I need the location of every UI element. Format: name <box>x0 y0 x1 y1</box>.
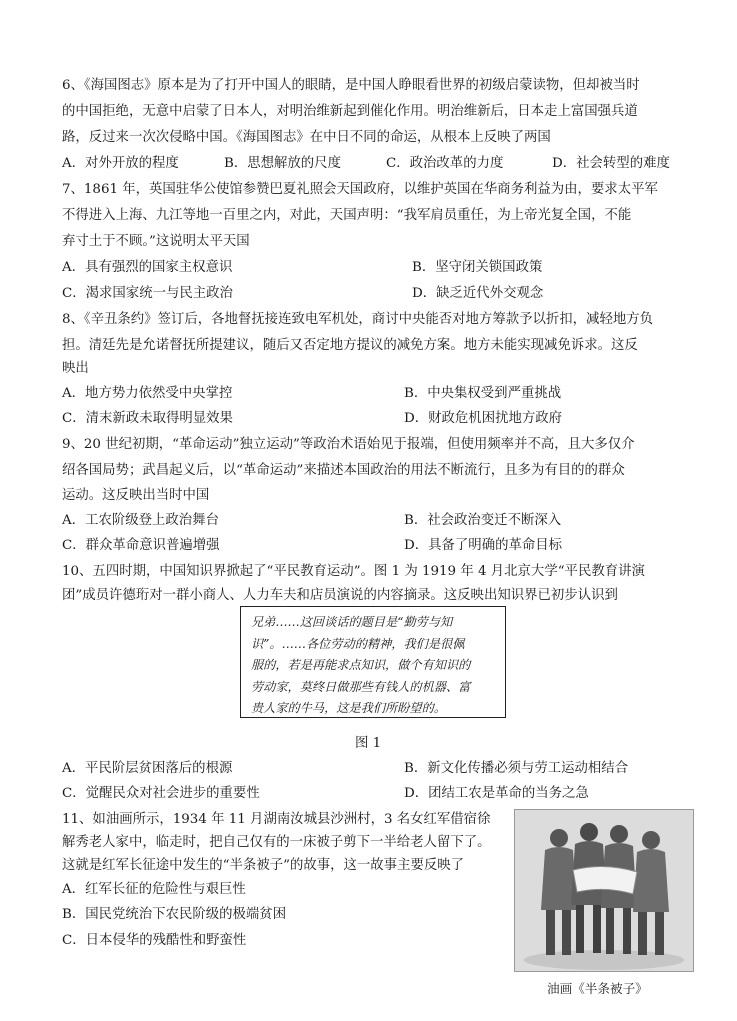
question-text-line: 路，反过来一次次侵略中国。《海国图志》在中日不同的命运，从根本上反映了两国 <box>62 130 551 145</box>
option-a: A．地方势力依然受中央掌控 <box>62 386 233 401</box>
question-text-line: 映出 <box>62 361 89 376</box>
figure-1-quote-box <box>240 606 506 718</box>
question-text-line: 这就是红军长征途中发生的“半条被子”的故事，这一故事主要反映了 <box>62 858 465 873</box>
option-a: A．平民阶层贫困落后的根源 <box>62 761 233 776</box>
option-a: A．工农阶级登上政治舞台 <box>62 513 219 528</box>
option-d: D．社会转型的难度 <box>552 156 670 171</box>
option-b: B．中央集权受到严重挑战 <box>404 386 562 401</box>
option-c: C．日本侵华的残酷性和野蛮性 <box>62 933 247 948</box>
quote-line: 服的，若是再能求点知识，做个有知识的 <box>251 658 471 672</box>
option-d: D．财政危机困扰地方政府 <box>404 411 563 426</box>
question-text-line: 运动。这反映出当时中国 <box>62 488 210 503</box>
question-text-line: 解秀老人家中，临走时，把自己仅有的一床被子剪下一半给老人留下了。 <box>62 835 491 850</box>
option-c: C．清末新政未取得明显效果 <box>62 411 233 426</box>
question-text-line: 10、五四时期，中国知识界掀起了“平民教育运动”。图 1 为 1919 年 4 月北京大学“平民教育讲演 <box>62 564 645 579</box>
question-text-line: 的中国拒绝，无意中启蒙了日本人，对明治维新起到催化作用。明治维新后，日本走上富国强兵道 <box>62 104 638 119</box>
option-c: C．群众革命意识普遍增强 <box>62 538 220 553</box>
question-text-line: 9、20 世纪初期，“革命运动”独立运动”等政治术语始见于报端，但使用频率并不高，且大多仅介 <box>62 437 635 452</box>
option-a: A．具有强烈的国家主权意识 <box>62 260 233 275</box>
oil-painting-image <box>514 809 694 972</box>
question-text-line: 不得进入上海、九江等地一百里之内，对此，天国声明：“我军肩员重任，为上帝光复全国，不能 <box>62 208 632 223</box>
option-a: A．对外开放的程度 <box>62 156 179 171</box>
question-text-line: 6、《海国图志》原本是为了打开中国人的眼睛，是中国人睁眼看世界的初级启蒙读物，但却被当时 <box>62 78 640 93</box>
option-c: C．政治改革的力度 <box>386 156 504 171</box>
option-c: C．觉醒民众对社会进步的重要性 <box>62 786 260 801</box>
option-c: C．渴求国家统一与民主政治 <box>62 286 233 301</box>
quote-line: 兄弟……这回谈话的题目是“勤劳与知 <box>251 615 453 629</box>
option-a: A．红军长征的危险性与艰巨性 <box>62 882 246 897</box>
question-text-line: 担。清廷先是允诺督抚所提建议，随后又否定地方提议的减免方案。地方未能实现减免诉求。这反 <box>62 338 638 353</box>
quote-line: 贵人家的牛马，这是我们所盼望的。 <box>251 701 446 715</box>
option-d: D．具备了明确的革命目标 <box>404 538 563 553</box>
option-d: D．团结工农是革命的当务之急 <box>404 786 589 801</box>
question-text-line: 弃寸土于不顾。”这说明太平天国 <box>62 234 250 249</box>
option-b: B．新文化传播必须与劳工运动相结合 <box>404 761 629 776</box>
question-text-line: 11、如油画所示，1934 年 11 月湖南汝城县沙洲村，3 名女红军借宿徐 <box>62 812 491 827</box>
question-text-line: 7、1861 年，英国驻华公使馆参赞巴夏礼照会天国政府，以维护英国在华商务利益为由，要求太平军 <box>62 182 658 197</box>
figure-caption: 图 1 <box>355 736 382 751</box>
question-text-line: 8、《辛丑条约》签订后，各地督抚接连致电军机处，商讨中央能否对地方筹款予以折扣，减轻地方负 <box>62 312 654 327</box>
option-b: B．国民党统治下农民阶级的极端贫困 <box>62 907 287 922</box>
painting-caption: 油画《半条被子》 <box>547 981 648 996</box>
question-text-line: 绍各国局势；武昌起义后，以“革命运动”来描述本国政治的用法不断流行，且多为有目的的群众 <box>62 463 625 478</box>
option-b: B．坚守闭关锁国政策 <box>412 260 543 275</box>
option-b: B．社会政治变迁不断深入 <box>404 513 562 528</box>
quote-line: 识”。……各位劳动的精神，我们是很佩 <box>251 636 465 651</box>
quote-line: 劳动家，莫终日做那些有钱人的机器、富 <box>251 679 471 694</box>
option-b: B．思想解放的尺度 <box>224 156 341 171</box>
option-d: D．缺乏近代外交观念 <box>412 286 544 301</box>
painting-figures-illustration <box>515 810 693 971</box>
question-text-line: 团”成员许德珩对一群小商人、人力车夫和店员演说的内容摘录。这反映出知识界已初步认识到 <box>62 588 618 603</box>
